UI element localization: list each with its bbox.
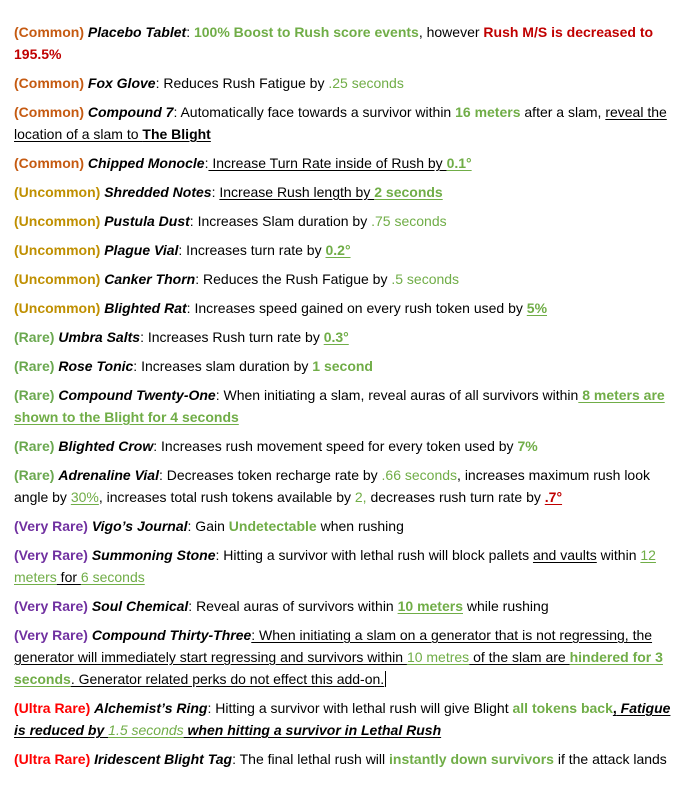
item-name: Blighted Rat (104, 300, 187, 316)
value-text: 6 seconds (80, 569, 145, 585)
warning-text: .7° (544, 489, 563, 505)
rarity-label: (Uncommon) (14, 184, 105, 200)
addon-entry (14, 544, 678, 588)
description-text: : Automatically face towards a survivor within (173, 104, 456, 120)
item-name: Placebo Tablet (87, 24, 187, 40)
description-text: : Reveal auras of survivors within (188, 598, 398, 614)
value-text: all tokens back (512, 700, 613, 716)
item-name: Compound Twenty-One (58, 387, 216, 403)
item-name: Canker Thorn (104, 271, 196, 287)
description-text: of the slam are (469, 649, 570, 665)
item-name: Pustula Dust (104, 213, 190, 229)
rarity-label: (Uncommon) (14, 300, 105, 316)
rarity-label: (Very Rare) (14, 627, 92, 643)
rarity-label: (Rare) (14, 467, 59, 483)
addon-entry (14, 435, 678, 457)
addon-entry (14, 181, 678, 203)
description-text: , (612, 700, 617, 716)
description-text: : Reduces Rush Fatigue by (155, 75, 329, 91)
addon-entry (14, 326, 678, 348)
description-text: , however (418, 24, 484, 40)
description-text: : Increases rush movement speed for every token used by (153, 438, 518, 454)
description-text: when rushing (316, 518, 404, 534)
addon-entry (14, 210, 678, 232)
rarity-label: (Common) (14, 24, 88, 40)
addon-entry (14, 748, 678, 770)
addon-entry (14, 464, 678, 508)
rarity-label: (Common) (14, 155, 88, 171)
addon-entry (14, 297, 678, 319)
value-text: 2, (354, 489, 367, 505)
description-text: : Increases Rush turn rate by (140, 329, 324, 345)
description-text: The Blight (142, 126, 211, 142)
addon-entry (14, 697, 678, 741)
value-text: 0.1° (446, 155, 472, 171)
description-text: Fatigue is reduced by (14, 700, 671, 738)
value-text: instantly down survivors (389, 751, 554, 767)
value-text: 30% (70, 489, 99, 505)
value-text: 1 second (312, 358, 373, 374)
description-text: : (204, 155, 209, 171)
rarity-label: (Very Rare) (14, 518, 92, 534)
text-cursor (385, 671, 386, 687)
description-text: , increases maximum rush look angle by (14, 467, 650, 505)
description-text: Increase Turn Rate inside of Rush by (208, 155, 447, 171)
description-text: : (186, 24, 194, 40)
addon-entry (14, 624, 678, 690)
description-text: : (211, 184, 220, 200)
description-text: : Increases turn rate by (178, 242, 326, 258)
addon-entry (14, 72, 678, 94)
description-text: within (596, 547, 641, 563)
rarity-label: (Ultra Rare) (14, 700, 95, 716)
item-name: Umbra Salts (58, 329, 141, 345)
item-name: Shredded Notes (104, 184, 212, 200)
value-text: 1.5 seconds (108, 722, 184, 738)
item-name: Adrenaline Vial (58, 467, 159, 483)
rarity-label: (Rare) (14, 358, 59, 374)
rarity-label: (Ultra Rare) (14, 751, 95, 767)
description-text: : Increases speed gained on every rush token used by (186, 300, 527, 316)
addon-entry (14, 268, 678, 290)
addon-entry (14, 239, 678, 261)
item-name: Vigo’s Journal (91, 518, 188, 534)
addon-entry (14, 355, 678, 377)
value-text: 0.2° (325, 242, 351, 258)
description-text: decreases rush turn rate by (366, 489, 545, 505)
description-text: : Hitting a survivor with lethal rush will give Blight (207, 700, 513, 716)
item-name: Blighted Crow (58, 438, 154, 454)
value-text: 8 meters are shown to the Blight for 4 seconds (14, 387, 665, 425)
value-text: Undetectable (228, 518, 317, 534)
item-name: Plague Vial (104, 242, 179, 258)
description-text: : Reduces the Rush Fatigue by (195, 271, 392, 287)
value-text: 100% Boost to Rush score events (193, 24, 419, 40)
item-name: Iridescent Blight Tag (94, 751, 233, 767)
description-text: when hitting a survivor in Lethal Rush (183, 722, 442, 738)
value-text: 10 meters (397, 598, 463, 614)
rarity-label: (Rare) (14, 329, 59, 345)
item-name: Summoning Stone (91, 547, 216, 563)
rarity-label: (Uncommon) (14, 213, 105, 229)
value-text: .66 seconds (381, 467, 458, 483)
description-text: : Gain (187, 518, 229, 534)
value-text: 5% (526, 300, 548, 316)
item-name: Alchemist’s Ring (94, 700, 208, 716)
description-text: : The final lethal rush will (232, 751, 390, 767)
item-name: Fox Glove (87, 75, 156, 91)
rarity-label: (Uncommon) (14, 271, 105, 287)
description-text: : Increases Slam duration by (189, 213, 372, 229)
addon-list (14, 21, 678, 770)
rarity-label: (Common) (14, 104, 88, 120)
description-text: for (56, 569, 81, 585)
value-text: 7% (517, 438, 538, 454)
rarity-label: (Common) (14, 75, 88, 91)
rarity-label: (Rare) (14, 387, 59, 403)
item-name: Compound Thirty-Three (91, 627, 252, 643)
description-text: : Decreases token recharge rate by (158, 467, 382, 483)
addon-entry (14, 384, 678, 428)
description-text: if the attack lands (553, 751, 667, 767)
item-name: Compound 7 (87, 104, 174, 120)
addon-entry (14, 21, 678, 65)
item-name: Soul Chemical (91, 598, 189, 614)
value-text: 10 metres (406, 649, 470, 665)
description-text: while rushing (463, 598, 549, 614)
value-text: 16 meters (455, 104, 521, 120)
description-text: and vaults (532, 547, 597, 563)
item-name: Chipped Monocle (87, 155, 205, 171)
description-text: : When initiating a slam, reveal auras of all survivors within (215, 387, 579, 403)
description-text: reveal the location of a slam to (14, 104, 667, 142)
addon-entry (14, 101, 678, 145)
description-text: : Hitting a survivor with lethal rush will block pallets (215, 547, 533, 563)
value-text: hindered for 3 seconds (14, 649, 663, 687)
value-text: 12 meters (14, 547, 656, 585)
value-text: .25 seconds (328, 75, 404, 91)
value-text: .75 seconds (371, 213, 447, 229)
rarity-label: (Very Rare) (14, 547, 92, 563)
rarity-label: (Very Rare) (14, 598, 92, 614)
value-text: 0.3° (323, 329, 349, 345)
addon-entry (14, 595, 678, 617)
value-text: 2 seconds (374, 184, 443, 200)
description-text: . Generator related perks do not effect this add-on. (70, 671, 385, 687)
warning-text: Rush M/S is decreased to 195.5% (14, 24, 654, 62)
description-text: : Increases slam duration by (133, 358, 313, 374)
value-text: .5 seconds (391, 271, 460, 287)
description-text: Increase Rush length by (219, 184, 375, 200)
item-name: Rose Tonic (58, 358, 134, 374)
addon-entry (14, 152, 678, 174)
rarity-label: (Uncommon) (14, 242, 105, 258)
description-text: after a slam, (520, 104, 606, 120)
description-text: , increases total rush tokens available by (98, 489, 355, 505)
description-text: : When initiating a slam on a generator that is not regressing, the generator will immediately start regressing and survivors within (14, 627, 653, 665)
addon-entry (14, 515, 678, 537)
rarity-label: (Rare) (14, 438, 59, 454)
